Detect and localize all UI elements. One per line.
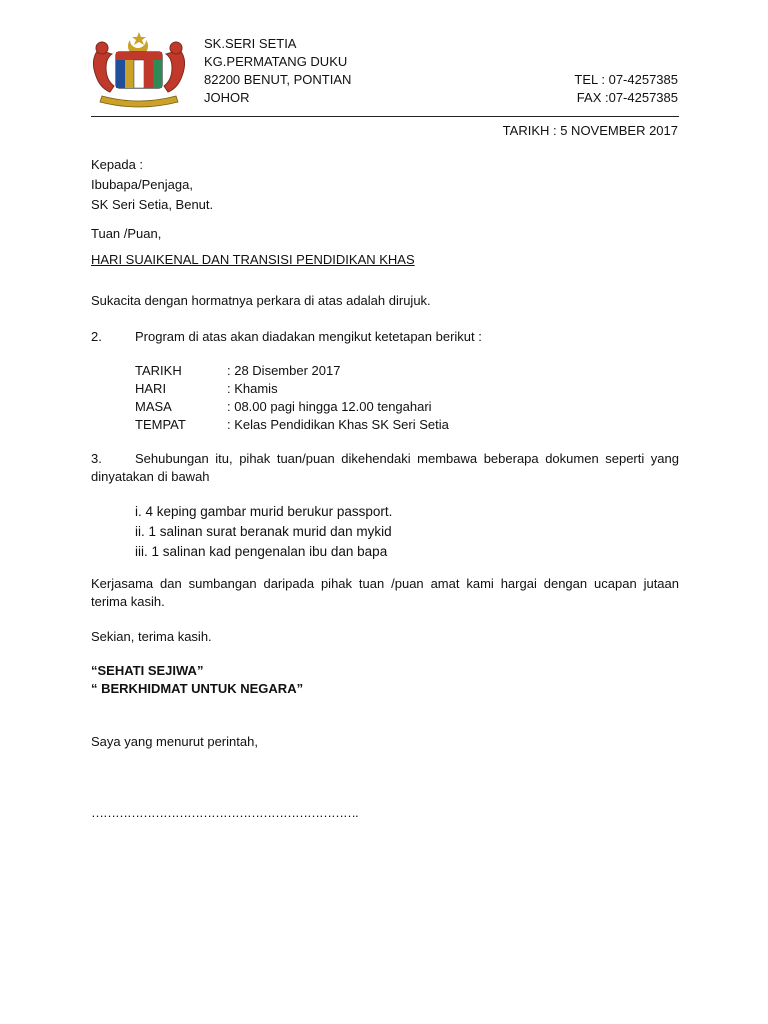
paragraph-4: Kerjasama dan sumbangan daripada pihak tuan /puan amat kami hargai dengan ucapan jutaan terima kasih.	[91, 576, 679, 609]
salutation: Tuan /Puan,	[91, 226, 162, 241]
paragraph-1: Sukacita dengan hormatnya perkara di atas adalah dirujuk.	[91, 293, 431, 308]
list-item: i. 4 keping gambar murid berukur passport.	[135, 504, 393, 519]
recipient-line: Ibubapa/Penjaga,	[91, 177, 193, 192]
detail-row	[135, 362, 449, 380]
detail-value: : 28 Disember 2017	[227, 363, 341, 378]
coat-of-arms-logo	[88, 30, 190, 110]
document-list	[135, 502, 392, 562]
detail-value: : Kelas Pendidikan Khas SK Seri Setia	[227, 417, 449, 432]
detail-row	[135, 380, 449, 398]
address-line: 82200 BENUT, PONTIAN	[204, 72, 352, 87]
header-divider	[91, 116, 679, 117]
signature-line: ………………………………………………………….	[91, 805, 358, 820]
paragraph-3-text: Sehubungan itu, pihak tuan/puan dikehendaki membawa beberapa dokumen seperti yang dinyatakan di bawah	[91, 451, 679, 484]
closing-line: Sekian, terima kasih.	[91, 629, 212, 644]
letter-subject: HARI SUAIKENAL DAN TRANSISI PENDIDIKAN KHAS	[91, 252, 415, 267]
detail-row	[135, 416, 449, 434]
recipient-line: SK Seri Setia, Benut.	[91, 197, 214, 212]
detail-key: TEMPAT	[135, 417, 186, 432]
list-item: iii. 1 salinan kad pengenalan ibu dan bapa	[135, 544, 388, 559]
letterhead-contact	[574, 71, 678, 107]
paragraph-3	[91, 450, 679, 486]
detail-row	[135, 398, 449, 416]
recipient-label: Kepada :	[91, 157, 144, 172]
letterhead-address	[204, 35, 351, 107]
sign-off: Saya yang menurut perintah,	[91, 734, 258, 749]
paragraph-2-text: Program di atas akan diadakan mengikut ketetapan berikut :	[135, 329, 482, 344]
address-line: KG.PERMATANG DUKU	[204, 54, 348, 69]
address-line: JOHOR	[204, 90, 250, 105]
school-name: SK.SERI SETIA	[204, 36, 297, 51]
paragraph-2-number: 2.	[91, 329, 102, 344]
event-details	[135, 362, 449, 434]
motto-line: “SEHATI SEJIWA”	[91, 663, 204, 678]
paragraph-3-number: 3.	[91, 451, 102, 466]
detail-key: HARI	[135, 381, 167, 396]
phone-number: TEL : 07-4257385	[574, 72, 678, 87]
list-item: ii. 1 salinan surat beranak murid dan mykid	[135, 524, 392, 539]
letter-date: TARIKH : 5 NOVEMBER 2017	[502, 123, 678, 138]
fax-number: FAX :07-4257385	[576, 90, 678, 105]
detail-value: : Khamis	[227, 381, 278, 396]
motto-block	[91, 662, 303, 698]
detail-key: MASA	[135, 399, 172, 414]
detail-value: : 08.00 pagi hingga 12.00 tengahari	[227, 399, 432, 414]
motto-line: “ BERKHIDMAT UNTUK NEGARA”	[91, 681, 304, 696]
recipient-block	[91, 155, 213, 215]
detail-key: TARIKH	[135, 363, 182, 378]
